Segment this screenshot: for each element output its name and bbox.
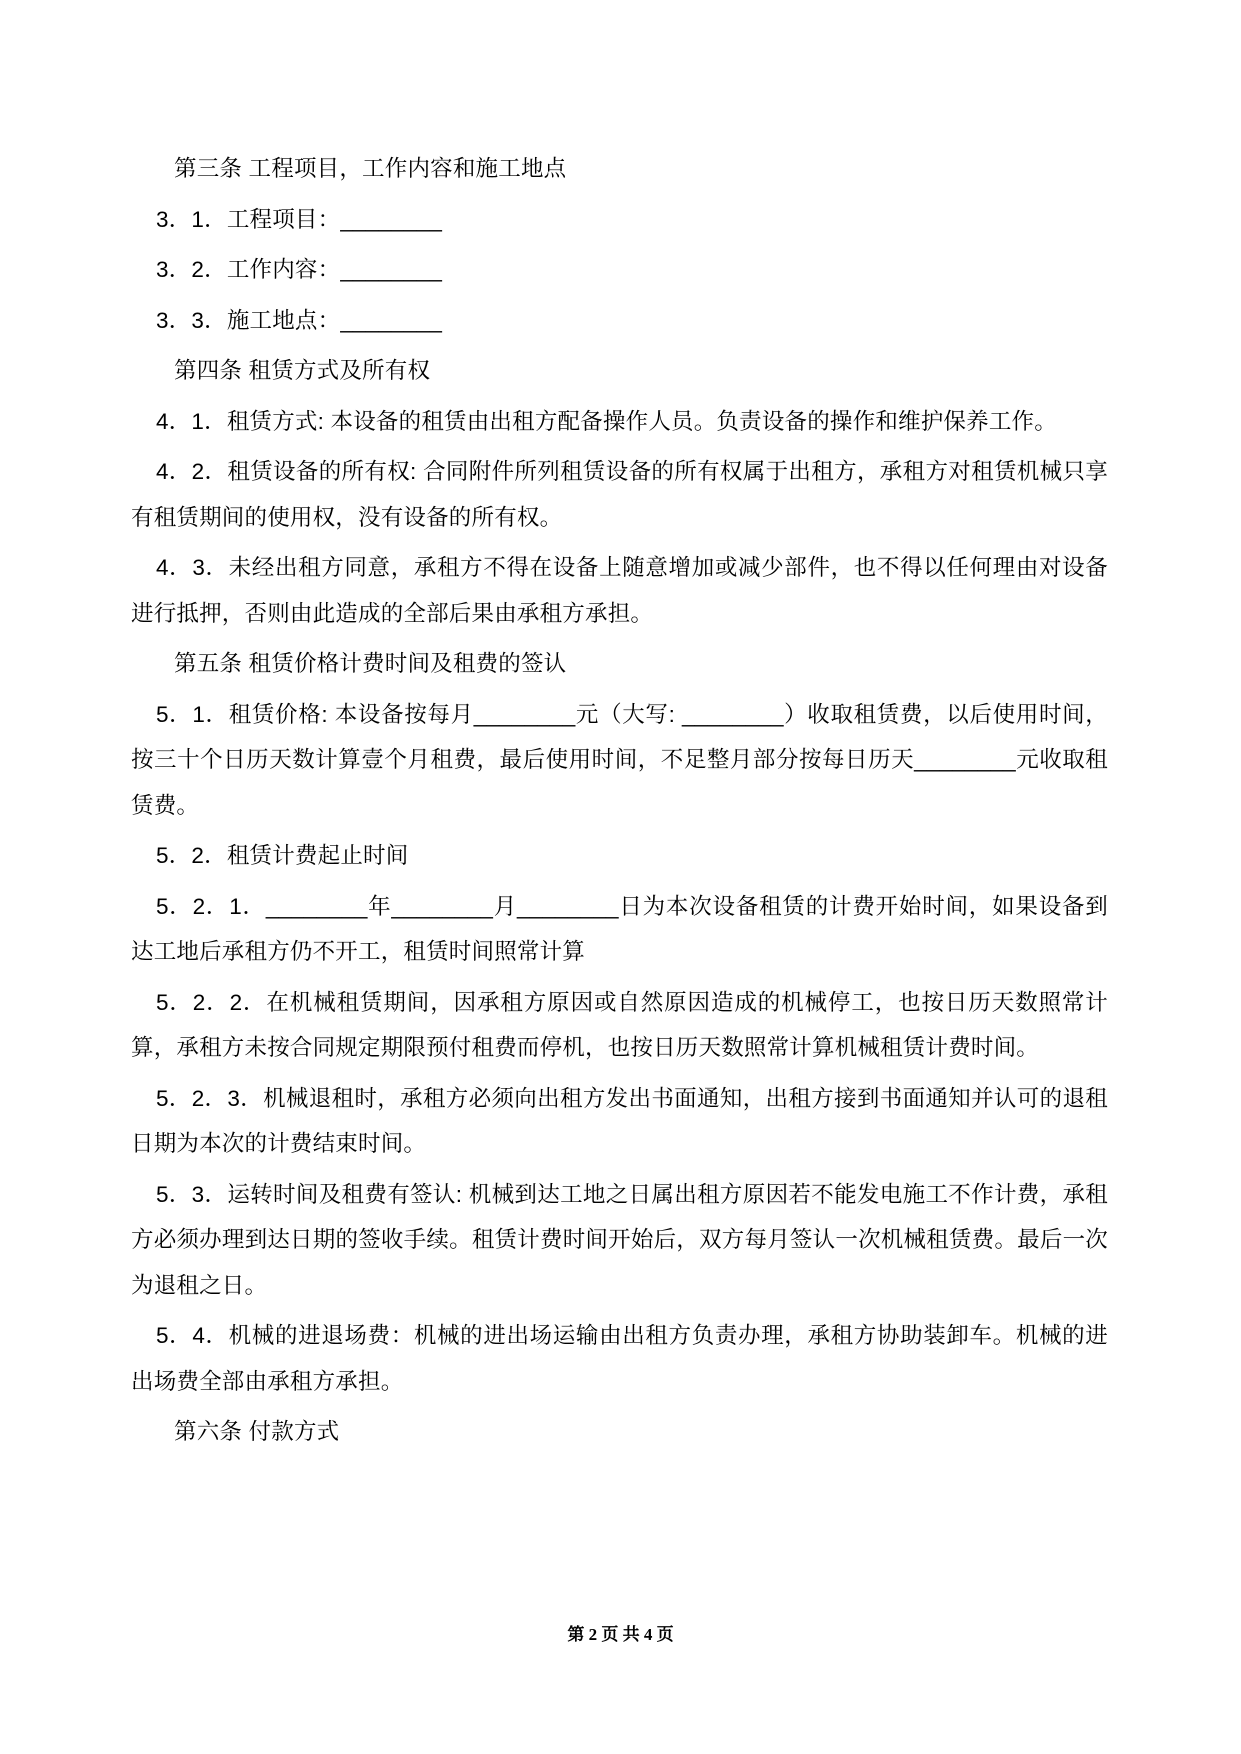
section-heading-article-4: 第四条 租赁方式及所有权: [174, 358, 431, 383]
clause-4-3: 4．3．未经出租方同意，承租方不得在设备上随意增加或减少部件，也不得以任何理由对设备进行抵押，否则由此造成的全部后果由承租方承担。: [131, 555, 1108, 626]
section-heading-article-6: 第六条 付款方式: [174, 1419, 340, 1444]
clause-3-1: 3．1．工程项目：________: [156, 206, 443, 232]
section-heading-article-3: 第三条 工程项目，工作内容和施工地点: [174, 156, 567, 181]
clause-5-2-2: 5．2．2．在机械租赁期间，因承租方原因或自然原因造成的机械停工，也按日历天数照常计算，承租方未按合同规定期限预付租费而停机，也按日历天数照常计算机械租赁计费时间。: [131, 989, 1108, 1060]
document-body: [131, 146, 1108, 1460]
section-heading-article-5: 第五条 租赁价格计费时间及租费的签认: [174, 651, 567, 676]
clause-5-3: 5．3．运转时间及租费有签认: 机械到达工地之日属出租方原因若不能发电施工不作计费，承租方必须办理到达日期的签收手续。租赁计费时间开始后，双方每月签认一次机械租赁费。最后一次为退租之日。: [131, 1181, 1108, 1298]
clause-4-2: 4．2．租赁设备的所有权: 合同附件所列租赁设备的所有权属于出租方，承租方对租赁机械只享有租赁期间的使用权，没有设备的所有权。: [131, 459, 1108, 530]
clause-5-1: 5．1．租赁价格: 本设备按每月________元（大写: ________）收取租赁费，以后使用时间，按三十个日历天数计算壹个月租费，最后使用时间，不足整月部分按每日历天________元收取租赁费。: [131, 701, 1108, 818]
clause-3-2: 3．2．工作内容：________: [156, 257, 443, 282]
clause-5-2: 5．2．租赁计费起止时间: [156, 843, 409, 868]
clause-3-3: 3．3．施工地点：________: [156, 307, 443, 333]
clause-5-2-1: 5．2．1．________年________月________日为本次设备租赁的计费开始时间，如果设备到达工地后承租方仍不开工，租赁时间照常计算: [131, 893, 1108, 964]
clause-5-4: 5．4．机械的进退场费：机械的进出场运输由出租方负责办理，承租方协助装卸车。机械的进出场费全部由承租方承担。: [131, 1323, 1108, 1394]
clause-5-2-3: 5．2．3．机械退租时，承租方必须向出租方发出书面通知，出租方接到书面通知并认可的退租日期为本次的计费结束时间。: [131, 1085, 1108, 1156]
page-number-footer: 第 2 页 共 4 页: [567, 1625, 674, 1644]
clause-4-1: 4．1．租赁方式: 本设备的租赁由出租方配备操作人员。负责设备的操作和维护保养工作。: [156, 408, 1057, 434]
